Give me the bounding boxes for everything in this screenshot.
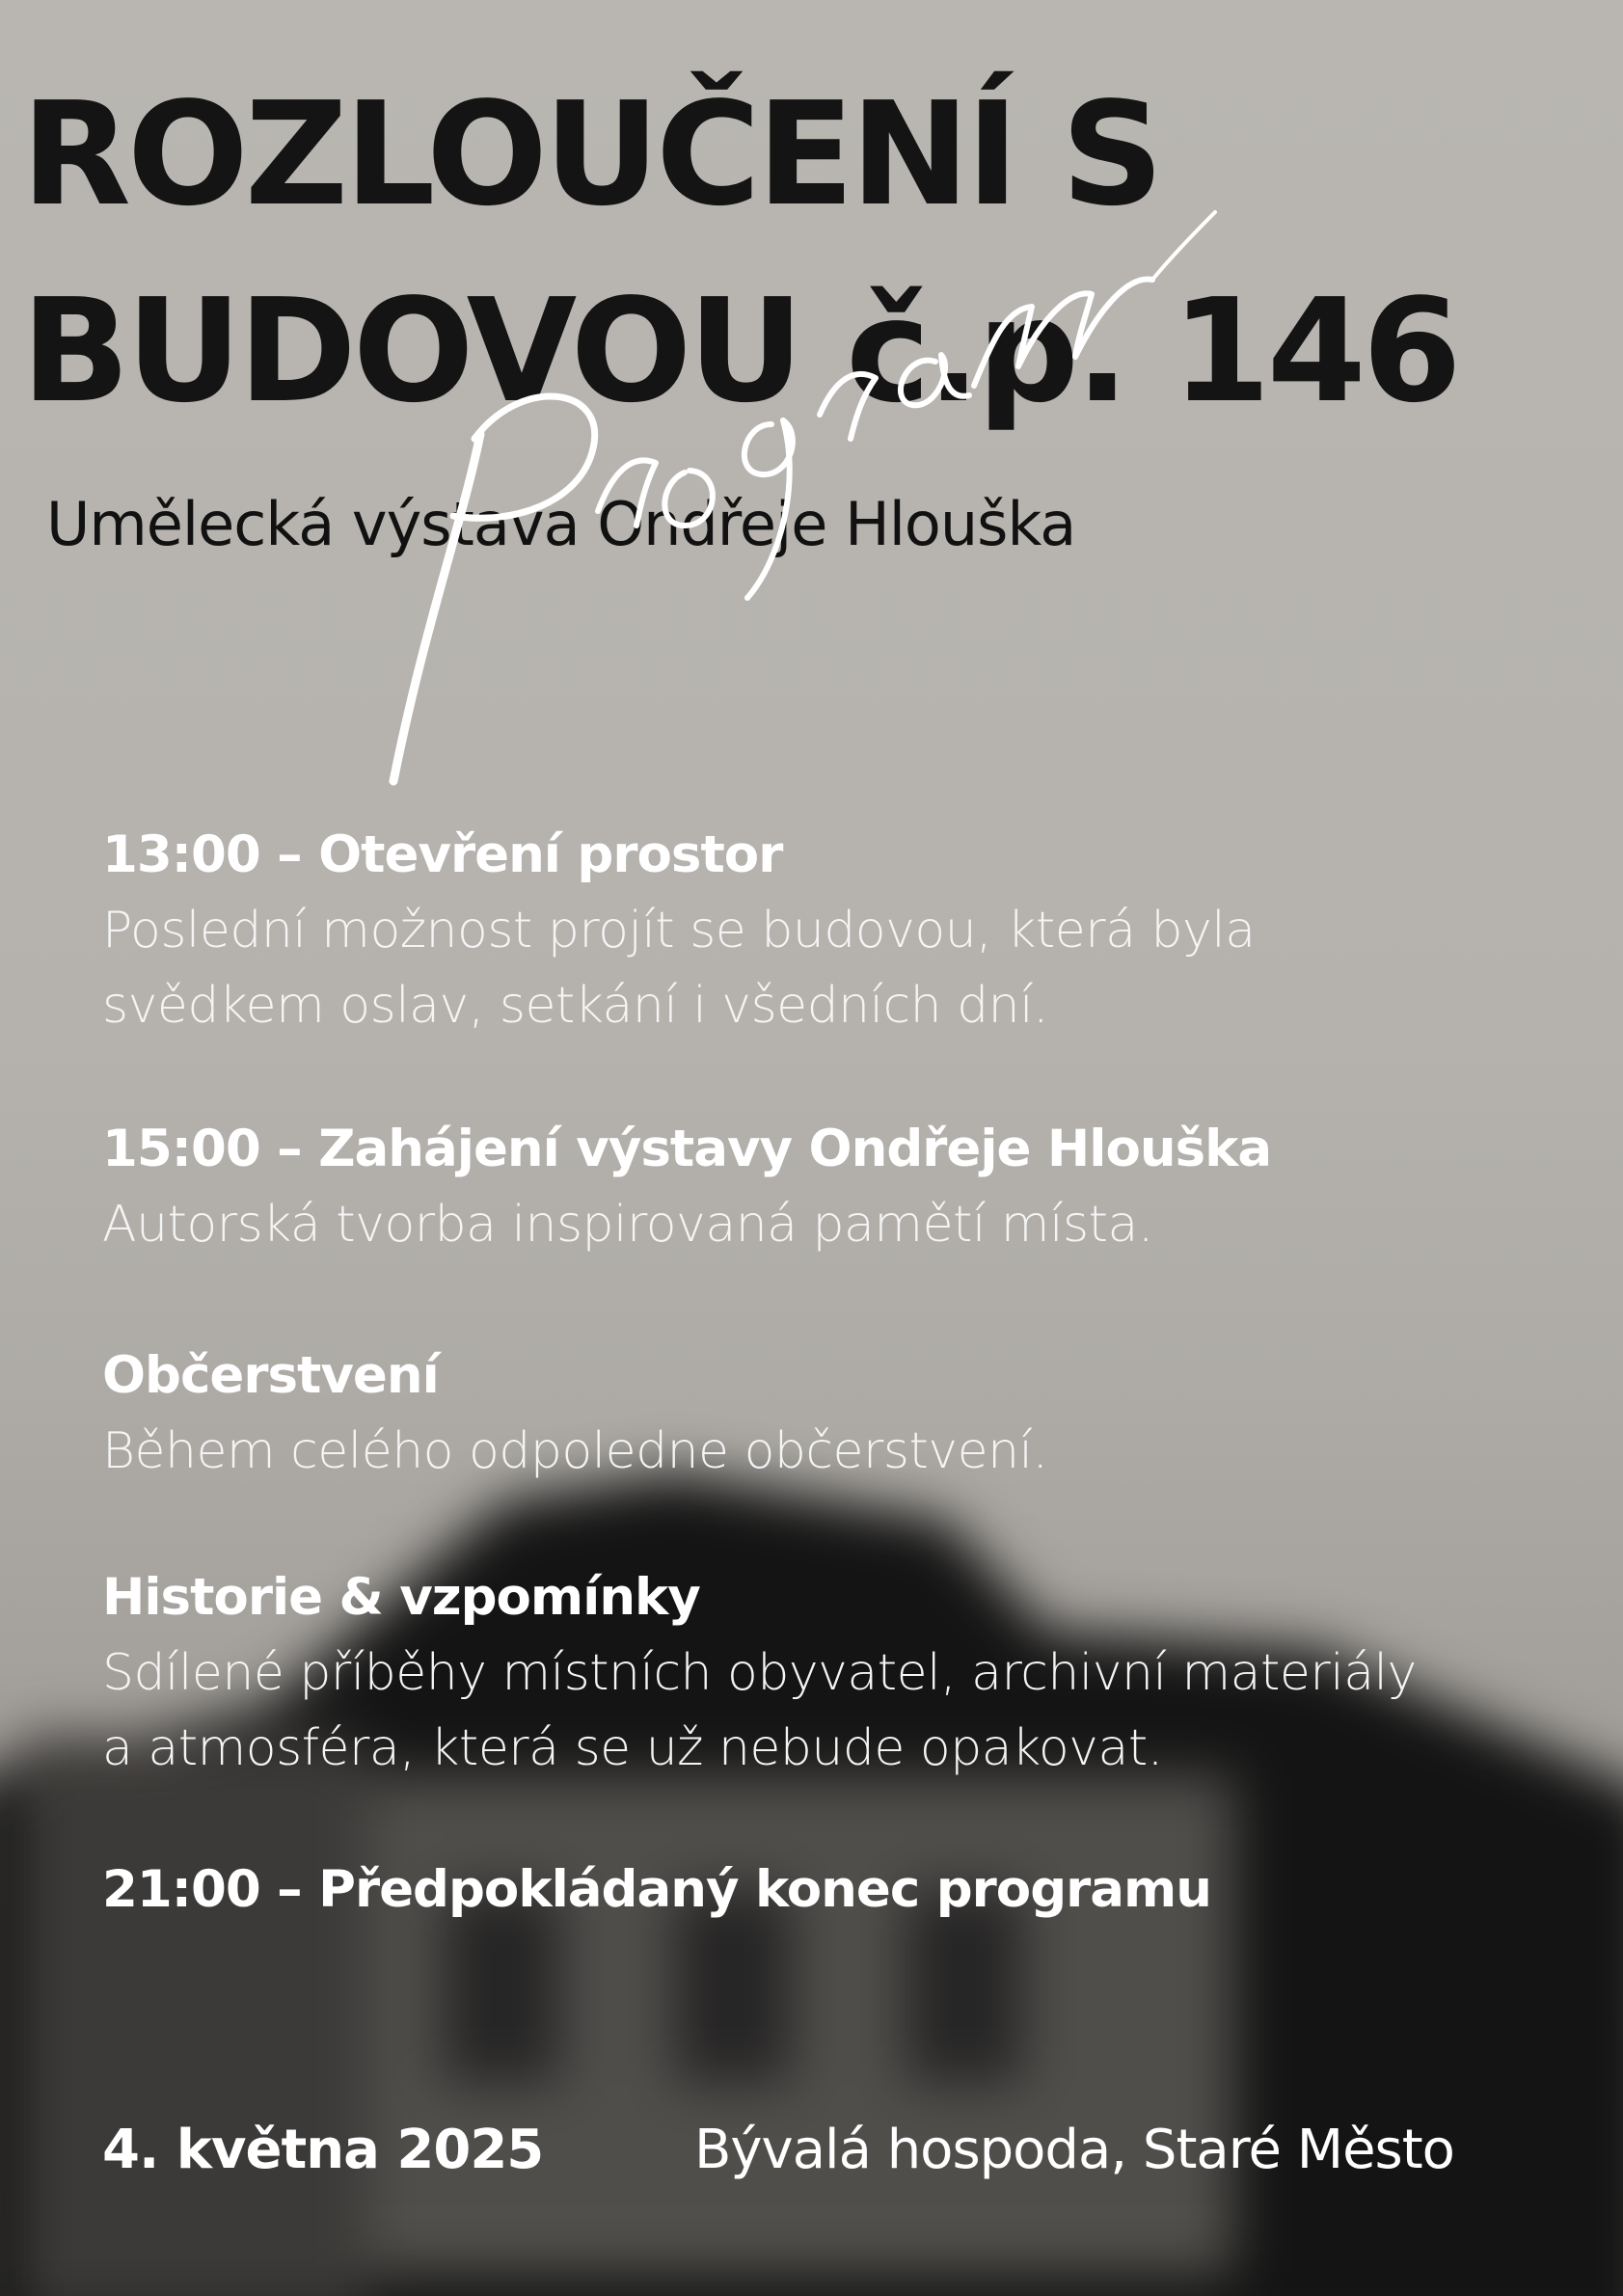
subtitle: Umělecká výstava Ondřeje Hlouška bbox=[46, 489, 1076, 559]
event-closing bbox=[102, 1852, 1211, 1928]
event-description: Poslední možnost projít se budovou, která byla bbox=[102, 902, 1256, 959]
event-date: 4. května 2025 bbox=[102, 2119, 544, 2181]
event-title: 13:00 – Otevření prostor bbox=[102, 825, 783, 884]
event-description: Autorská tvorba inspirovaná pamětí místa. bbox=[102, 1196, 1153, 1254]
event-venue: Bývalá hospoda, Staré Město bbox=[694, 2119, 1454, 2181]
event-description: Sdílené příběhy místních obyvatel, archivní materiály bbox=[102, 1644, 1417, 1702]
event-refreshments bbox=[102, 1338, 1048, 1489]
program-script-lettering bbox=[366, 193, 1292, 810]
event-title: Historie & vzpomínky bbox=[102, 1568, 700, 1627]
event-title: 21:00 – Předpokládaný konec programu bbox=[102, 1860, 1212, 1919]
event-description: svědkem oslav, setkání i všedních dní. bbox=[102, 977, 1049, 1035]
building-wing bbox=[19, 1736, 366, 2296]
event-opening bbox=[102, 818, 1256, 1043]
title-line-1: ROZLOUČENÍ S bbox=[21, 71, 1160, 237]
event-title: 15:00 – Zahájení výstavy Ondřeje Hlouška bbox=[102, 1120, 1272, 1178]
event-description: Během celého odpoledne občerstvení. bbox=[102, 1422, 1048, 1480]
title-line-2: BUDOVOU č.p. 146 bbox=[21, 268, 1458, 434]
event-history bbox=[102, 1560, 1417, 1786]
event-exhibition bbox=[102, 1112, 1271, 1262]
event-title: Občerstvení bbox=[102, 1346, 439, 1405]
building-wall bbox=[366, 1774, 1234, 2276]
event-description: a atmosféra, která se už nebude opakovat. bbox=[102, 1719, 1163, 1777]
